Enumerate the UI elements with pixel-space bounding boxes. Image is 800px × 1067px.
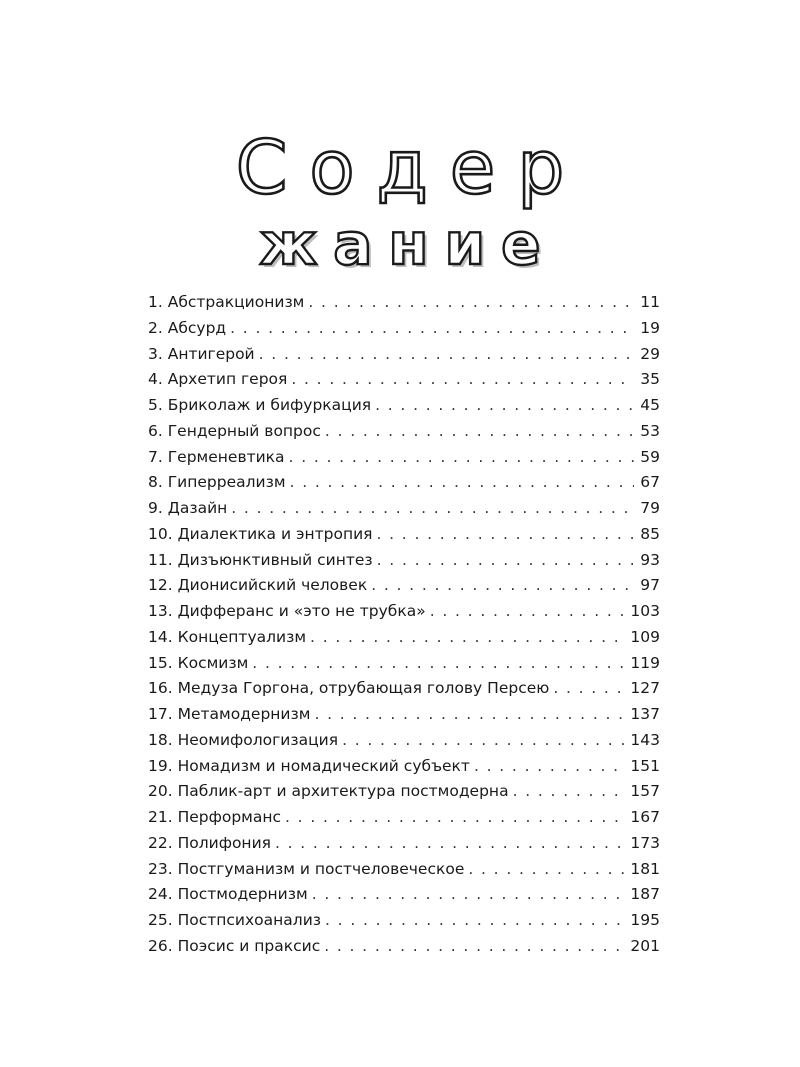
toc-entry-page: 187 (630, 885, 660, 904)
toc-entry[interactable] (148, 342, 660, 368)
toc-entry-page: 137 (630, 705, 660, 723)
toc-entry-title: 24. Постмодернизм (148, 885, 308, 904)
toc-entry[interactable] (148, 316, 660, 342)
toc-entry-page: 67 (640, 473, 660, 492)
dot-leader (230, 316, 634, 342)
toc-entry[interactable] (148, 728, 660, 754)
toc-entry[interactable] (148, 419, 660, 445)
dot-leader (376, 522, 634, 548)
dot-leader (342, 728, 626, 754)
toc-entry-title: 17. Метамодернизм (148, 705, 311, 723)
toc-entry-page: 45 (640, 396, 660, 414)
toc-entry-title: 1. Абстракционизм (148, 293, 305, 311)
toc-entry-page: 127 (630, 679, 660, 698)
dot-leader (308, 290, 634, 316)
toc-entry-title: 16. Медуза Горгона, отрубающая голову Персею (148, 679, 550, 698)
dot-leader (291, 367, 634, 393)
toc-entry-page: 167 (630, 808, 660, 826)
toc-entry-title: 2. Абсурд (148, 318, 227, 337)
dot-leader (285, 805, 626, 831)
toc-entry-page: 157 (630, 782, 660, 801)
toc-entry-page: 143 (630, 730, 660, 749)
toc-entry-title: 5. Бриколаж и бифуркация (148, 396, 372, 414)
toc-entry-page: 59 (640, 447, 660, 466)
toc-entry-page: 173 (630, 833, 660, 852)
toc-entry-page: 109 (630, 627, 660, 646)
toc-entry-title: 6. Гендерный вопрос (148, 421, 321, 440)
toc-entry[interactable] (148, 470, 660, 496)
toc-entry[interactable] (148, 908, 660, 934)
toc-entry-page: 195 (630, 911, 660, 929)
toc-entry[interactable] (148, 702, 660, 728)
dot-leader (259, 342, 634, 368)
toc-entry-title: 8. Гиперреализм (148, 473, 286, 492)
toc-entry[interactable] (148, 831, 660, 857)
toc-entry[interactable] (148, 754, 660, 780)
dot-leader (377, 548, 634, 574)
toc-entry[interactable] (148, 805, 660, 831)
dot-leader (371, 573, 634, 599)
toc-entry[interactable] (148, 882, 660, 908)
toc-entry-title: 20. Паблик-арт и архитектура постмодерна (148, 782, 509, 801)
toc-entry-title: 26. Поэсис и праксис (148, 936, 321, 955)
dot-leader (430, 599, 627, 625)
dot-leader (468, 857, 626, 883)
toc-entry-title: 12. Дионисийский человек (148, 576, 368, 595)
toc-entry-title: 11. Дизъюнктивный синтез (148, 550, 373, 569)
dot-leader (474, 754, 626, 780)
toc-entry[interactable] (148, 934, 660, 960)
toc-entry-page: 119 (630, 653, 660, 672)
toc-entry-title: 18. Неомифологизация (148, 730, 339, 749)
toc-entry[interactable] (148, 445, 660, 471)
toc-entry-title: 7. Герменевтика (148, 447, 285, 466)
dot-leader (325, 908, 626, 934)
dot-leader (275, 831, 626, 857)
toc-entry[interactable] (148, 290, 660, 316)
toc-entry-title: 13. Дифферанс и «это не трубка» (148, 602, 426, 620)
dot-leader (314, 702, 626, 728)
dot-leader (325, 419, 634, 445)
toc-entry-title: 4. Архетип героя (148, 370, 288, 389)
dot-leader (231, 496, 634, 522)
toc-entry[interactable] (148, 651, 660, 677)
toc-entry-page: 201 (630, 936, 660, 955)
toc-entry-page: 79 (640, 499, 660, 517)
toc-entry-page: 53 (640, 421, 660, 440)
dot-leader (553, 676, 626, 702)
dot-leader (324, 934, 626, 960)
toc-entry-title: 21. Перформанс (148, 808, 282, 826)
toc-entry-title: 19. Номадизм и номадический субъект (148, 756, 470, 775)
dot-leader (310, 625, 626, 651)
toc-entry-page: 97 (640, 576, 660, 595)
toc-entry[interactable] (148, 625, 660, 651)
toc-entry-title: 23. Постгуманизм и постчеловеческое (148, 859, 465, 878)
dot-leader (252, 651, 626, 677)
heading-line-1: Содер (235, 125, 587, 211)
toc-entry-title: 15. Космизм (148, 653, 249, 672)
toc-entry-page: 151 (630, 756, 660, 775)
toc-entry[interactable] (148, 367, 660, 393)
toc-entry[interactable] (148, 857, 660, 883)
toc-entry[interactable] (148, 573, 660, 599)
dot-leader (312, 882, 627, 908)
toc-entry-page: 103 (630, 602, 660, 620)
toc-entry[interactable] (148, 548, 660, 574)
contents-heading (0, 125, 800, 278)
toc-entry-title: 14. Концептуализм (148, 627, 307, 646)
toc-entry-page: 181 (630, 859, 660, 878)
dot-leader (290, 470, 634, 496)
toc-entry-title: 9. Дазайн (148, 499, 228, 517)
table-of-contents (148, 290, 660, 960)
toc-entry-page: 29 (640, 344, 660, 363)
toc-entry-page: 85 (640, 524, 660, 543)
toc-entry-page: 11 (640, 293, 660, 311)
toc-entry[interactable] (148, 779, 660, 805)
dot-leader (513, 779, 627, 805)
dot-leader (289, 445, 634, 471)
toc-entry[interactable] (148, 496, 660, 522)
toc-entry-page: 19 (640, 318, 660, 337)
toc-entry-title: 25. Постпсихоанализ (148, 911, 322, 929)
toc-entry-page: 93 (640, 550, 660, 569)
toc-entry[interactable] (148, 393, 660, 419)
toc-entry-page: 35 (640, 370, 660, 389)
dot-leader (375, 393, 634, 419)
toc-entry-title: 22. Полифония (148, 833, 271, 852)
toc-entry-title: 3. Антигерой (148, 344, 255, 363)
toc-entry[interactable] (148, 522, 660, 548)
toc-entry-title: 10. Диалектика и энтропия (148, 524, 373, 543)
toc-entry[interactable] (148, 676, 660, 702)
heading-line-2: жание (259, 210, 557, 278)
toc-entry[interactable] (148, 599, 660, 625)
